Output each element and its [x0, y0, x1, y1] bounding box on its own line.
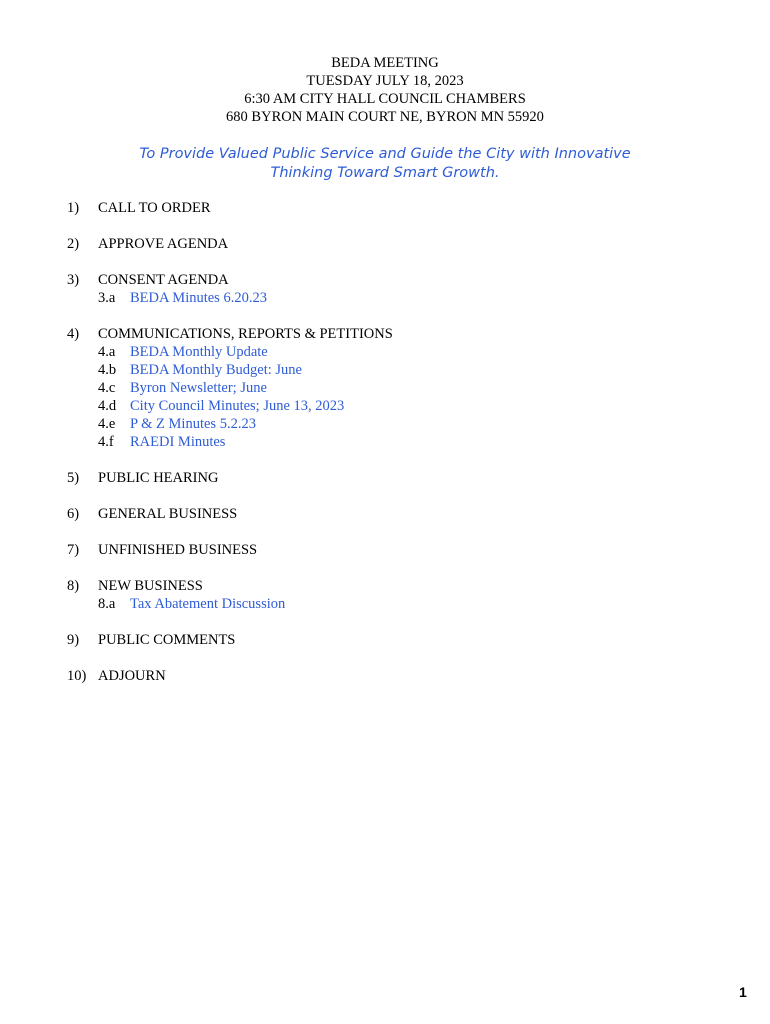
mission-line-2: Thinking Toward Smart Growth.	[270, 165, 500, 181]
agenda-item	[0, 325, 770, 451]
meeting-title: BEDA MEETING	[331, 55, 439, 71]
agenda-item-title: APPROVE AGENDA	[98, 236, 229, 252]
agenda-item-number: 2)	[67, 236, 80, 252]
agenda-item-title: CONSENT AGENDA	[98, 272, 229, 288]
agenda-item-title: COMMUNICATIONS, REPORTS & PETITIONS	[98, 326, 393, 342]
agenda-item	[0, 577, 770, 613]
agenda-item	[0, 667, 770, 685]
agenda-item-title: CALL TO ORDER	[98, 200, 211, 216]
agenda-item-number: 7)	[67, 542, 80, 558]
agenda-item	[0, 469, 770, 487]
agenda-item-title: PUBLIC COMMENTS	[98, 632, 236, 648]
agenda-subitem	[0, 289, 770, 307]
agenda-item	[0, 271, 770, 307]
agenda-subitem-number: 4.f	[98, 434, 114, 450]
agenda-subitem	[0, 361, 770, 379]
agenda-subitem-number: 4.b	[98, 362, 117, 378]
mission-line-1: To Provide Valued Public Service and Guide the City with Innovative	[139, 146, 631, 162]
agenda-item	[0, 505, 770, 523]
meeting-time-location: 6:30 AM CITY HALL COUNCIL CHAMBERS	[244, 91, 526, 107]
agenda-list	[0, 199, 770, 703]
page-number: 1	[739, 984, 747, 1000]
agenda-item-title: ADJOURN	[98, 668, 166, 684]
agenda-subitem	[0, 595, 770, 613]
agenda-item-number: 8)	[67, 578, 80, 594]
agenda-subitem	[0, 397, 770, 415]
agenda-subitem-link[interactable]: BEDA Monthly Update	[130, 344, 268, 360]
meeting-date: TUESDAY JULY 18, 2023	[306, 73, 464, 89]
agenda-subitem-number: 3.a	[98, 290, 116, 306]
agenda-subitem-link[interactable]: BEDA Monthly Budget: June	[130, 362, 302, 378]
agenda-item	[0, 541, 770, 559]
agenda-item-title: GENERAL BUSINESS	[98, 506, 238, 522]
mission-statement	[0, 145, 770, 183]
agenda-subitem	[0, 379, 770, 397]
agenda-item-number: 1)	[67, 200, 80, 216]
agenda-item-title: UNFINISHED BUSINESS	[98, 542, 258, 558]
meeting-address: 680 BYRON MAIN COURT NE, BYRON MN 55920	[226, 109, 544, 125]
agenda-item-number: 9)	[67, 632, 80, 648]
agenda-item	[0, 199, 770, 217]
agenda-item	[0, 235, 770, 253]
agenda-item-number: 5)	[67, 470, 80, 486]
agenda-subitem-link[interactable]: P & Z Minutes 5.2.23	[130, 416, 256, 432]
agenda-subitem-number: 4.d	[98, 398, 117, 414]
agenda-subitem-link[interactable]: Tax Abatement Discussion	[130, 596, 286, 612]
agenda-item	[0, 631, 770, 649]
agenda-subitem-link[interactable]: City Council Minutes; June 13, 2023	[130, 398, 345, 414]
agenda-item-title: PUBLIC HEARING	[98, 470, 219, 486]
agenda-item-number: 10)	[67, 668, 87, 684]
agenda-subitem-link[interactable]: RAEDI Minutes	[130, 434, 226, 450]
meeting-header	[0, 54, 770, 126]
agenda-item-title: NEW BUSINESS	[98, 578, 203, 594]
agenda-subitem-number: 4.e	[98, 416, 116, 432]
agenda-subitem-number: 4.a	[98, 344, 116, 360]
agenda-subitem	[0, 343, 770, 361]
agenda-subitem	[0, 415, 770, 433]
agenda-subitem	[0, 433, 770, 451]
agenda-subitem-number: 8.a	[98, 596, 116, 612]
agenda-item-number: 6)	[67, 506, 80, 522]
agenda-subitem-number: 4.c	[98, 380, 116, 396]
agenda-subitem-link[interactable]: Byron Newsletter; June	[130, 380, 267, 396]
agenda-subitem-link[interactable]: BEDA Minutes 6.20.23	[130, 290, 267, 306]
agenda-item-number: 3)	[67, 272, 80, 288]
agenda-item-number: 4)	[67, 326, 80, 342]
